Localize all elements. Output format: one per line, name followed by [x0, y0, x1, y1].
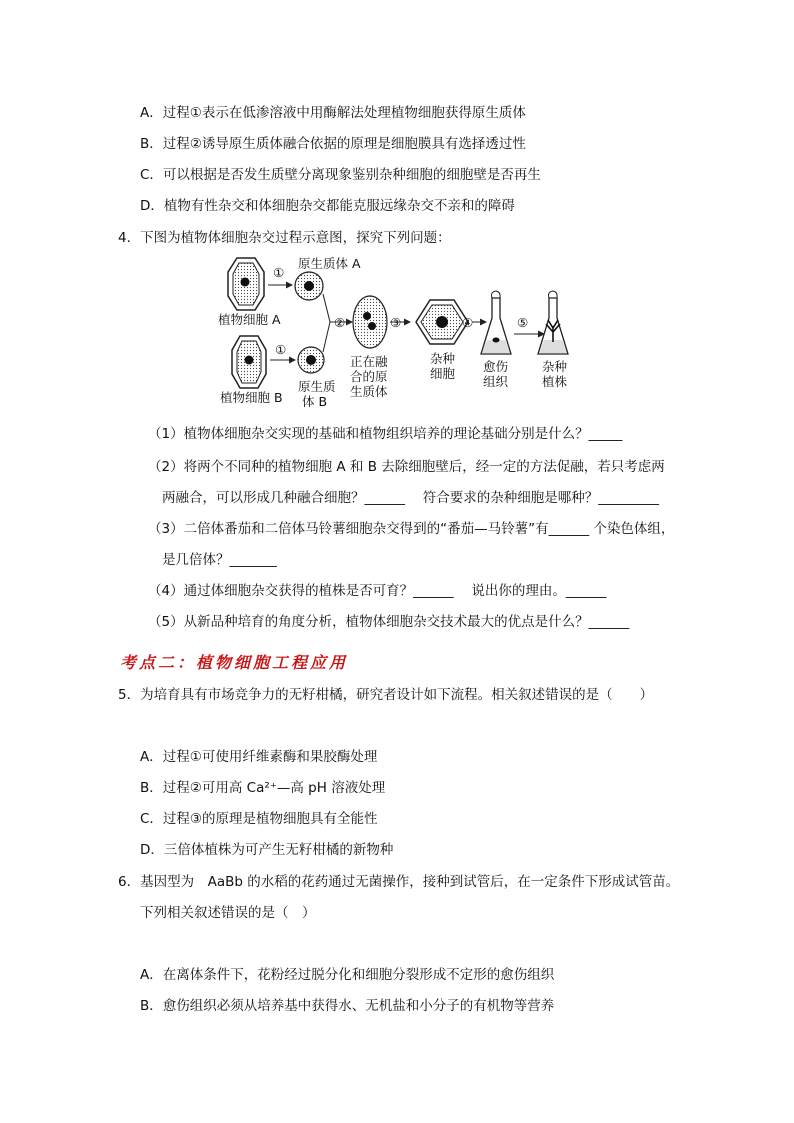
fusing-label-3: 生质体	[350, 384, 388, 399]
q5-option-c: C．过程③的原理是植物细胞具有全能性	[140, 811, 378, 827]
step-1-bottom-label: ①	[275, 342, 287, 357]
protoplast-a	[295, 272, 323, 300]
q5-stem: 5．为培育具有市场竞争力的无籽柑橘，研究者设计如下流程。相关叙述错误的是（ ）	[118, 687, 654, 703]
step-5-label: ⑤	[517, 315, 529, 330]
q4-sub3-line2: 是几倍体？_______	[162, 552, 277, 568]
cell-fusion-diagram	[210, 250, 590, 415]
q5-option-a: A．过程①可使用纤维素酶和果胶酶处理	[140, 749, 378, 765]
q4-sub2-line1: （2）将两个不同种的植物细胞 A 和 B 去除细胞壁后，经一定的方法促融，若只考虑两	[148, 459, 665, 475]
q6-stem-line1: 6．基因型为 AaBb 的水稻的花药通过无菌操作，接种到试管后，在一定条件下形成试管苗。	[118, 874, 680, 890]
q6-option-b: B．愈伤组织必须从培养基中获得水、无机盐和小分子的有机物等营养	[140, 998, 555, 1014]
q4-sub2-line2: 两融合，可以形成几种融合细胞？______ 符合要求的杂种细胞是哪种？_________	[162, 490, 660, 506]
plant-cell-a	[228, 258, 264, 310]
section-heading: 考点二：植物细胞工程应用	[120, 653, 349, 672]
callus-label-2: 组织	[483, 374, 509, 389]
q4-stem: 4．下图为植物体细胞杂交过程示意图，探究下列问题：	[118, 230, 451, 246]
fusing-label-2: 合的原	[350, 369, 388, 384]
q3-option-c: C．可以根据是否发生质壁分离现象鉴别杂种细胞的细胞壁是否再生	[140, 167, 541, 183]
q4-sub5: （5）从新品种培育的角度分析，植物体细胞杂交技术最大的优点是什么？______	[148, 614, 630, 630]
cell-a-label: 植物细胞 A	[218, 312, 281, 327]
fusing-label-1: 正在融	[350, 354, 388, 369]
protoplast-a-label: 原生质体 A	[298, 256, 361, 271]
step-4-label: ④	[462, 315, 474, 330]
hybrid-plant-flask	[538, 291, 568, 354]
step-1-top-label: ①	[273, 265, 285, 280]
q6-stem-line2: 下列相关叙述错误的是（ ）	[140, 905, 316, 921]
hybrid-label-2: 细胞	[430, 366, 456, 381]
protoplast-b-label-1: 原生质	[298, 379, 336, 394]
fusing-protoplast	[353, 296, 387, 348]
q4-sub3-line1: （3）二倍体番茄和二倍体马铃薯细胞杂交得到的“番茄—马铃薯”有______ 个染色体组，	[148, 521, 675, 537]
q4-sub4: （4）通过体细胞杂交获得的植株是否可育？______ 说出你的理由。______	[148, 583, 607, 599]
q5-option-d: D．三倍体植株为可产生无籽柑橘的新物种	[140, 842, 394, 858]
q3-option-d: D．植物有性杂交和体细胞杂交都能克服远缘杂交不亲和的障碍	[140, 198, 515, 214]
protoplast-b-label-2: 体 B	[302, 394, 328, 409]
q6-option-a: A．在离体条件下，花粉经过脱分化和细胞分裂形成不定形的愈伤组织	[140, 967, 555, 983]
q3-option-a: A．过程①表示在低渗溶液中用酶解法处理植物细胞获得原生质体	[140, 105, 526, 121]
callus-label-1: 愈伤	[483, 359, 509, 374]
protoplast-b	[298, 347, 324, 373]
q3-option-b: B．过程②诱导原生质体融合依据的原理是细胞膜具有选择透过性	[140, 136, 526, 152]
plant-cell-b	[232, 336, 266, 388]
step-2-label: ②	[334, 315, 346, 330]
hybrid-cell	[416, 300, 468, 344]
step-3-label: ③	[390, 315, 402, 330]
hybrid-label-1: 杂种	[430, 351, 456, 366]
q4-sub1: （1）植物体细胞杂交实现的基础和植物组织培养的理论基础分别是什么？_____	[148, 426, 623, 442]
plant-label-1: 杂种	[542, 359, 568, 374]
q5-option-b: B．过程②可用高 Ca²⁺—高 pH 溶液处理	[140, 780, 386, 796]
plant-label-2: 植株	[542, 374, 568, 389]
cell-b-label: 植物细胞 B	[220, 390, 283, 405]
